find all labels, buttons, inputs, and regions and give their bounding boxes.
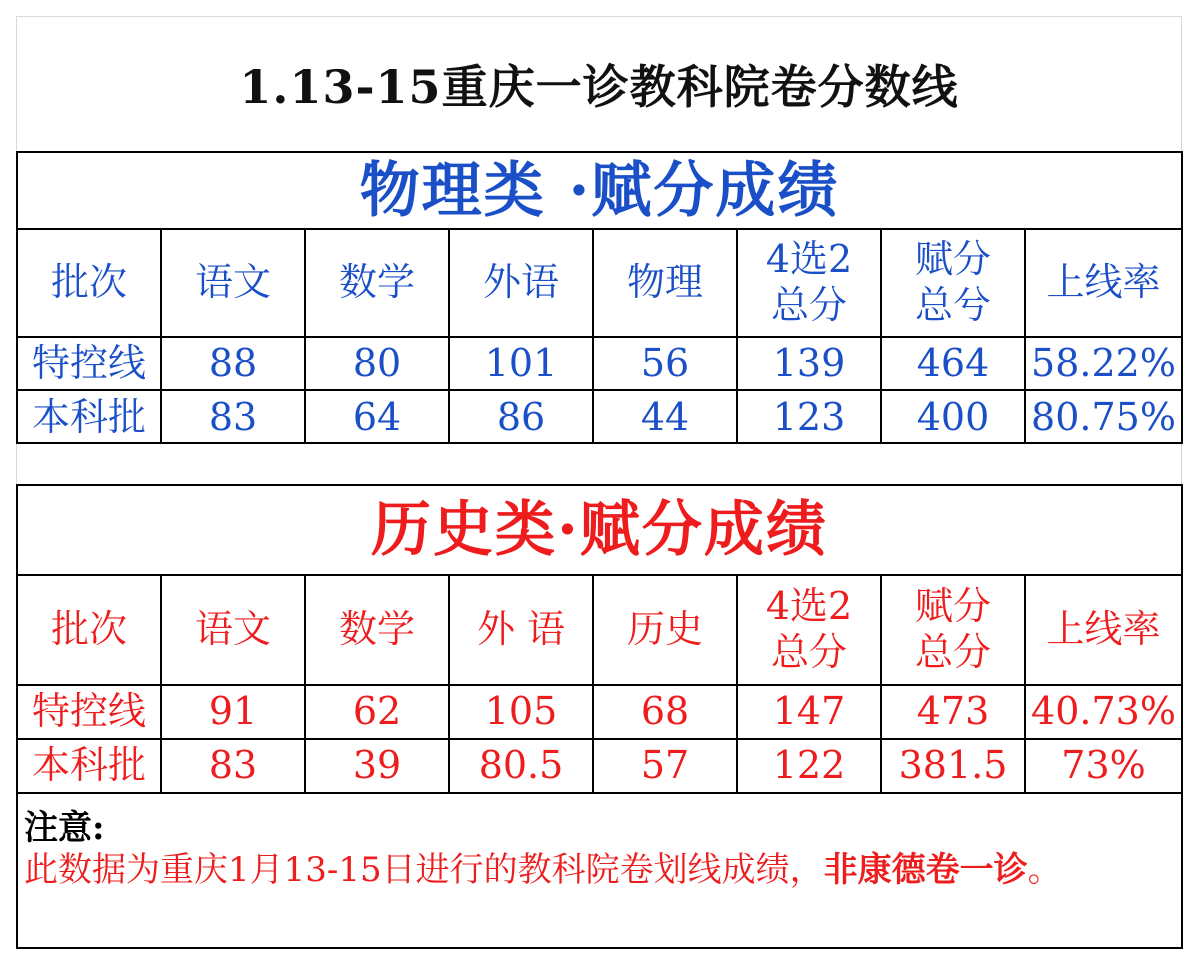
history-cell: 83 [162, 740, 306, 794]
history-header-1: 语文 [162, 576, 306, 686]
history-header-2: 数学 [306, 576, 450, 686]
physics-cell: 88 [162, 338, 306, 391]
physics-cell: 44 [594, 391, 738, 444]
physics-header-1: 语文 [162, 230, 306, 338]
physics-cell: 139 [738, 338, 882, 391]
page-title: 1.13-15重庆一诊教科院卷分数线 [239, 60, 959, 114]
physics-cell: 58.22% [1026, 338, 1181, 391]
history-cell: 57 [594, 740, 738, 794]
history-cell: 91 [162, 686, 306, 740]
physics-cell: 86 [450, 391, 594, 444]
history-cell: 147 [738, 686, 882, 740]
physics-cell: 80 [306, 338, 450, 391]
physics-header-0: 批次 [18, 230, 162, 338]
history-header-7: 上线率 [1026, 576, 1181, 686]
history-header-0: 批次 [18, 576, 162, 686]
physics-cell: 64 [306, 391, 450, 444]
note-text [24, 846, 1174, 894]
physics-section-title: 物理类 ·赋分成绩 [18, 153, 1181, 230]
history-cell: 62 [306, 686, 450, 740]
physics-header-6: 赋分 总兮 [882, 230, 1026, 338]
physics-header-4: 物理 [594, 230, 738, 338]
history-header-3: 外 语 [450, 576, 594, 686]
history-cell: 122 [738, 740, 882, 794]
physics-cell: 123 [738, 391, 882, 444]
history-cell: 73% [1026, 740, 1181, 794]
physics-table [16, 151, 1183, 444]
physics-row-label: 特控线 [18, 338, 162, 391]
physics-cell: 83 [162, 391, 306, 444]
history-header-6: 赋分 总分 [882, 576, 1026, 686]
physics-cell: 101 [450, 338, 594, 391]
physics-cell: 80.75% [1031, 394, 1176, 439]
history-header-4: 历史 [594, 576, 738, 686]
physics-header-7: 上线率 [1026, 230, 1181, 338]
history-cell: 105 [450, 686, 594, 740]
physics-cell: 56 [594, 338, 738, 391]
history-cell: 473 [882, 686, 1026, 740]
history-row-label: 特控线 [18, 686, 162, 740]
note-text-end: 。 [1027, 850, 1062, 890]
history-cell: 39 [306, 740, 450, 794]
history-row-label: 本科批 [18, 740, 162, 794]
physics-header-5: 4选2 总分 [738, 230, 882, 338]
history-section-title: 历史类·赋分成绩 [18, 486, 1181, 576]
history-cell: 68 [594, 686, 738, 740]
history-cell: 80.5 [450, 740, 594, 794]
physics-header-3: 外语 [450, 230, 594, 338]
physics-cell: 400 [882, 391, 1026, 444]
note-text-normal: 此数据为重庆1月13-15日进行的教科院卷划线成绩， [24, 850, 824, 890]
physics-header-2: 数学 [306, 230, 450, 338]
history-cell: 381.5 [882, 740, 1026, 794]
history-header-5: 4选2 总分 [738, 576, 882, 686]
note-text-bold: 非康德卷一诊 [823, 850, 1028, 890]
note-label: 注意: [24, 808, 105, 848]
physics-cell: 464 [882, 338, 1026, 391]
history-cell: 40.73% [1026, 686, 1181, 740]
physics-row-label: 本科批 [18, 391, 162, 444]
